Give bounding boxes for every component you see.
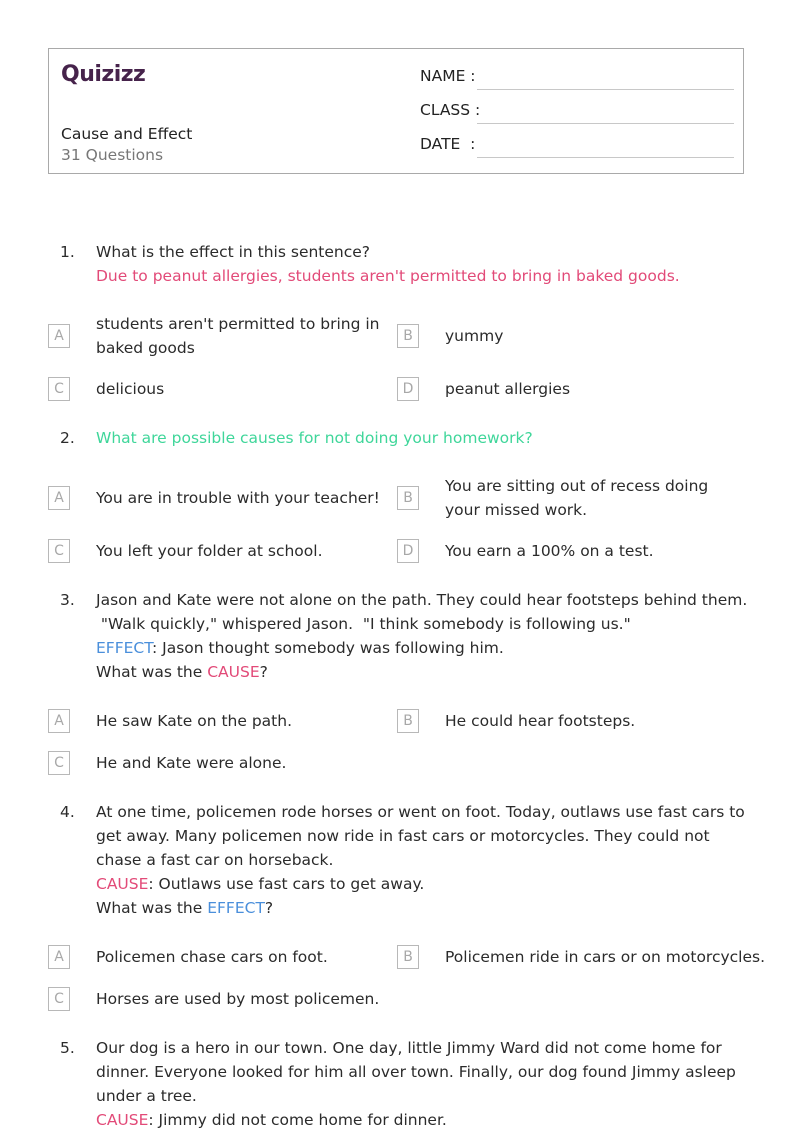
question-text xyxy=(96,588,751,684)
effect-text: : Jason thought somebody was following him. xyxy=(152,639,504,657)
question-text xyxy=(96,240,751,288)
given-effect xyxy=(96,636,751,660)
question-number: 5. xyxy=(60,1039,75,1057)
option-text: Policemen chase cars on foot. xyxy=(96,948,328,966)
cause-tag: CAUSE xyxy=(207,663,260,681)
prompt-post: ? xyxy=(264,899,274,917)
option-text: You are sitting out of recess doing your missed work. xyxy=(445,477,709,519)
passage-line: Jason and Kate were not alone on the path. They could hear footsteps behind them. xyxy=(96,591,748,609)
cause-tag: CAUSE xyxy=(96,875,149,893)
option-letter: A xyxy=(48,709,70,733)
option-text: He saw Kate on the path. xyxy=(96,712,292,730)
question-number: 4. xyxy=(60,803,75,821)
name-line[interactable] xyxy=(477,89,734,90)
option-text: He could hear footsteps. xyxy=(445,712,636,730)
question-number: 1. xyxy=(60,243,75,261)
option-letter: B xyxy=(397,945,419,969)
passage: At one time, policemen rode horses or went on foot. Today, outlaws use fast cars to get away. Many policemen now ride in fast cars or motorcycles. They could not chase a fast car on horseback. xyxy=(96,803,745,869)
option-letter: A xyxy=(48,945,70,969)
option-letter: B xyxy=(397,709,419,733)
question-count: 31 Questions xyxy=(61,146,164,164)
option-text: You earn a 100% on a test. xyxy=(445,542,654,560)
worksheet-header xyxy=(48,48,744,174)
given-cause xyxy=(96,872,748,896)
question-prompt xyxy=(96,896,748,920)
option-letter: C xyxy=(48,751,70,775)
cause-tag: CAUSE xyxy=(96,1111,149,1129)
effect-tag: EFFECT xyxy=(96,639,153,657)
date-field xyxy=(420,135,734,159)
name-label: NAME : xyxy=(420,67,476,85)
date-line[interactable] xyxy=(477,157,734,158)
option-text: yummy xyxy=(445,327,504,345)
class-field xyxy=(420,101,734,125)
prompt-pre: What was the xyxy=(96,899,208,917)
question-prompt: What are possible causes for not doing your homework? xyxy=(96,429,533,447)
prompt-pre: What was the xyxy=(96,663,208,681)
option-letter: D xyxy=(397,539,419,563)
class-line[interactable] xyxy=(477,123,734,124)
question-prompt xyxy=(96,660,751,684)
option-text: peanut allergies xyxy=(445,380,571,398)
question-text xyxy=(96,1036,748,1132)
option-letter: A xyxy=(48,486,70,510)
quizizz-logo xyxy=(61,57,153,91)
option-text: students aren't permitted to bring in baked goods xyxy=(96,315,380,357)
option-text: You left your folder at school. xyxy=(96,542,323,560)
cause-text: : Jimmy did not come home for dinner. xyxy=(148,1111,447,1129)
option-letter: B xyxy=(397,486,419,510)
given-cause xyxy=(96,1108,748,1132)
option-letter: C xyxy=(48,539,70,563)
question-number: 2. xyxy=(60,429,75,447)
prompt-post: ? xyxy=(259,663,268,681)
question-number: 3. xyxy=(60,591,75,609)
passage: Our dog is a hero in our town. One day, little Jimmy Ward did not come home for dinner. Everyone looked for him all over town. Finally, our dog found Jimmy asleep under a tree. xyxy=(96,1039,736,1105)
svg-text:Quizizz: Quizizz xyxy=(61,62,146,87)
option-text: He and Kate were alone. xyxy=(96,754,287,772)
passage-line: "Walk quickly," whispered Jason. "I think somebody is following us." xyxy=(96,615,631,633)
option-letter: C xyxy=(48,987,70,1011)
option-letter: B xyxy=(397,324,419,348)
option-text: Horses are used by most policemen. xyxy=(96,990,380,1008)
question-text xyxy=(96,800,748,920)
question-sentence: Due to peanut allergies, students aren't permitted to bring in baked goods. xyxy=(96,267,680,285)
option-text: Policemen ride in cars or on motorcycles. xyxy=(445,948,766,966)
date-label: DATE : xyxy=(420,135,476,153)
name-field xyxy=(420,67,734,91)
cause-text: : Outlaws use fast cars to get away. xyxy=(148,875,425,893)
option-letter: C xyxy=(48,377,70,401)
option-text: delicious xyxy=(96,380,165,398)
worksheet-title: Cause and Effect xyxy=(61,125,193,143)
option-text: You are in trouble with your teacher! xyxy=(96,489,380,507)
class-label: CLASS : xyxy=(420,101,481,119)
option-letter: A xyxy=(48,324,70,348)
effect-tag: EFFECT xyxy=(207,899,265,917)
option-letter: D xyxy=(397,377,419,401)
question-prompt: What is the effect in this sentence? xyxy=(96,243,371,261)
